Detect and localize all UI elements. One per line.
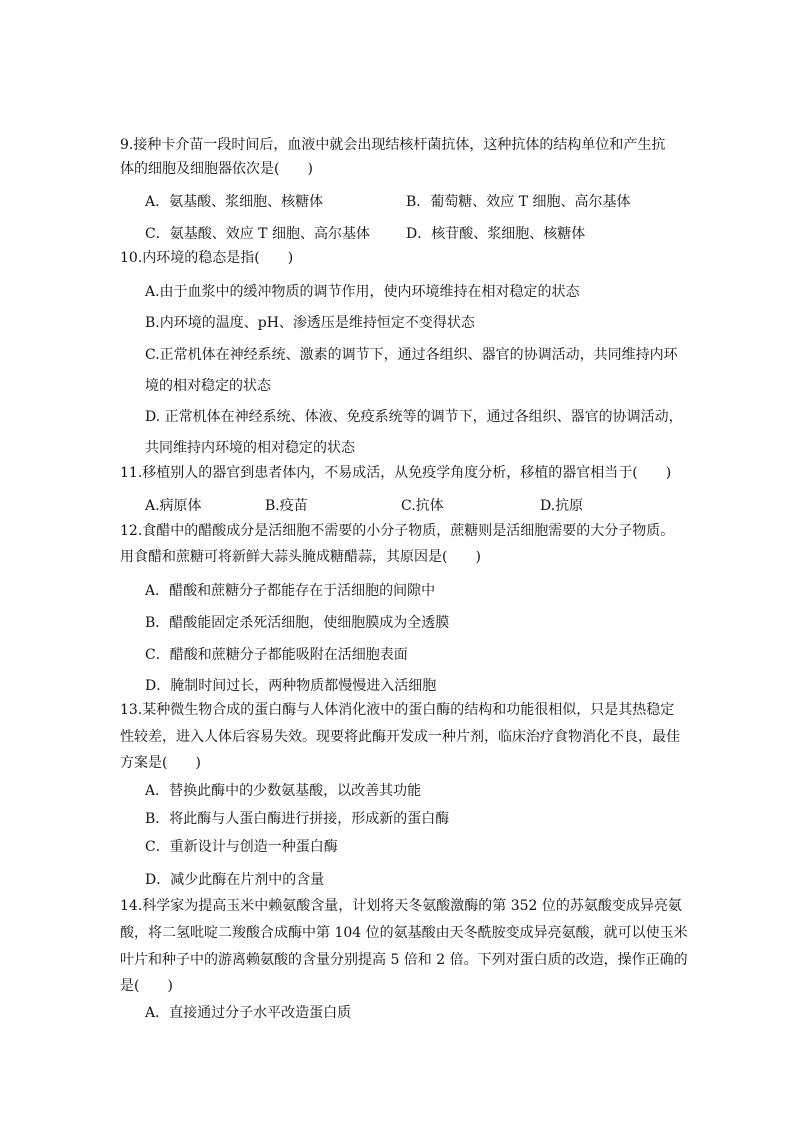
q13-stem-line-2: 性较差，进入人体后容易失效。现要将此酶开发成一种片剂，临床治疗食物消化不良，最佳	[120, 729, 680, 745]
q14-stem-line-3: 叶片和种子中的游离赖氨酸的含量分别提高 5 倍和 2 倍。下列对蛋白质的改造，操作正确的	[120, 952, 688, 968]
q12-stem-line-1: 12.食醋中的醋酸成分是活细胞不需要的小分子物质，蔗糖则是活细胞需要的大分子物质。	[120, 523, 675, 539]
q11-option-a: A.病原体	[145, 498, 202, 514]
q13-option-c: C．重新设计与创造一种蛋白酶	[145, 839, 338, 855]
q14-stem-line-4: 是( )	[120, 978, 173, 994]
q12-option-c: C．醋酸和蔗糖分子都能吸附在活细胞表面	[145, 647, 408, 663]
q11-option-c: C.抗体	[401, 498, 444, 514]
q10-stem: 10.内环境的稳态是指( )	[120, 250, 294, 266]
q12-option-b: B．醋酸能固定杀死活细胞，使细胞膜成为全透膜	[145, 615, 450, 631]
q10-option-c-line-2: 境的相对稳定的状态	[145, 378, 271, 394]
q9-stem-line-1: 9.接种卡介苗一段时间后，血液中就会出现结核杆菌抗体，这种抗体的结构单位和产生抗	[120, 137, 666, 153]
q14-stem-line-1: 14.科学家为提高玉米中赖氨酸含量，计划将天冬氨酸激酶的第 352 位的苏氨酸变成异亮氨	[120, 898, 682, 914]
q14-option-a: A．直接通过分子水平改造蛋白质	[145, 1005, 352, 1021]
q13-stem-line-3: 方案是( )	[120, 755, 201, 771]
q9-stem-line-2: 体的细胞及细胞器依次是( )	[120, 161, 313, 177]
q10-option-b: B.内环境的温度、pH、渗透压是维持恒定不变得状态	[145, 315, 475, 331]
q10-option-d-line-1: D. 正常机体在神经系统、体液、免疫系统等的调节下，通过各组织、器官的协调活动，	[145, 409, 683, 425]
q13-stem-line-1: 13.某种微生物合成的蛋白酶与人体消化液中的蛋白酶的结构和功能很相似，只是其热稳定	[120, 702, 675, 718]
q11-option-d: D.抗原	[540, 498, 584, 514]
q13-option-a: A．替换此酶中的少数氨基酸，以改善其功能	[145, 783, 422, 799]
q12-option-d: D．腌制时间过长，两种物质都慢慢进入活细胞	[145, 678, 437, 694]
q13-option-d: D．减少此酶在片剂中的含量	[145, 872, 325, 888]
q9-option-b: B．葡萄糖、效应 T 细胞、高尔基体	[406, 194, 631, 210]
q11-option-b: B.疫苗	[265, 498, 308, 514]
q10-option-a: A.由于血浆中的缓冲物质的调节作用，使内环境维持在相对稳定的状态	[145, 284, 580, 300]
q10-option-c-line-1: C.正常机体在神经系统、激素的调节下，通过各组织、器官的协调活动，共同维持内环	[145, 347, 678, 363]
q12-option-a: A．醋酸和蔗糖分子都能存在于活细胞的间隙中	[145, 583, 436, 599]
q9-option-c: C．氨基酸、效应 T 细胞、高尔基体	[145, 226, 370, 242]
q9-option-d: D．核苷酸、浆细胞、核糖体	[406, 226, 586, 242]
q10-option-d-line-2: 共同维持内环境的相对稳定的状态	[145, 440, 355, 456]
q12-stem-line-2: 用食醋和蔗糖可将新鲜大蒜头腌成糖醋蒜，其原因是( )	[120, 549, 481, 565]
q13-option-b: B．将此酶与人蛋白酶进行拼接，形成新的蛋白酶	[145, 811, 450, 827]
q11-stem: 11.移植别人的器官到患者体内，不易成活，从免疫学角度分析，移植的器官相当于( )	[120, 465, 672, 481]
q14-stem-line-2: 酸，将二氢吡啶二羧酸合成酶中第 104 位的氨基酸由天冬酰胺变成异亮氨酸，就可以使玉米	[120, 925, 688, 941]
q9-option-a: A．氨基酸、浆细胞、核糖体	[145, 194, 324, 210]
